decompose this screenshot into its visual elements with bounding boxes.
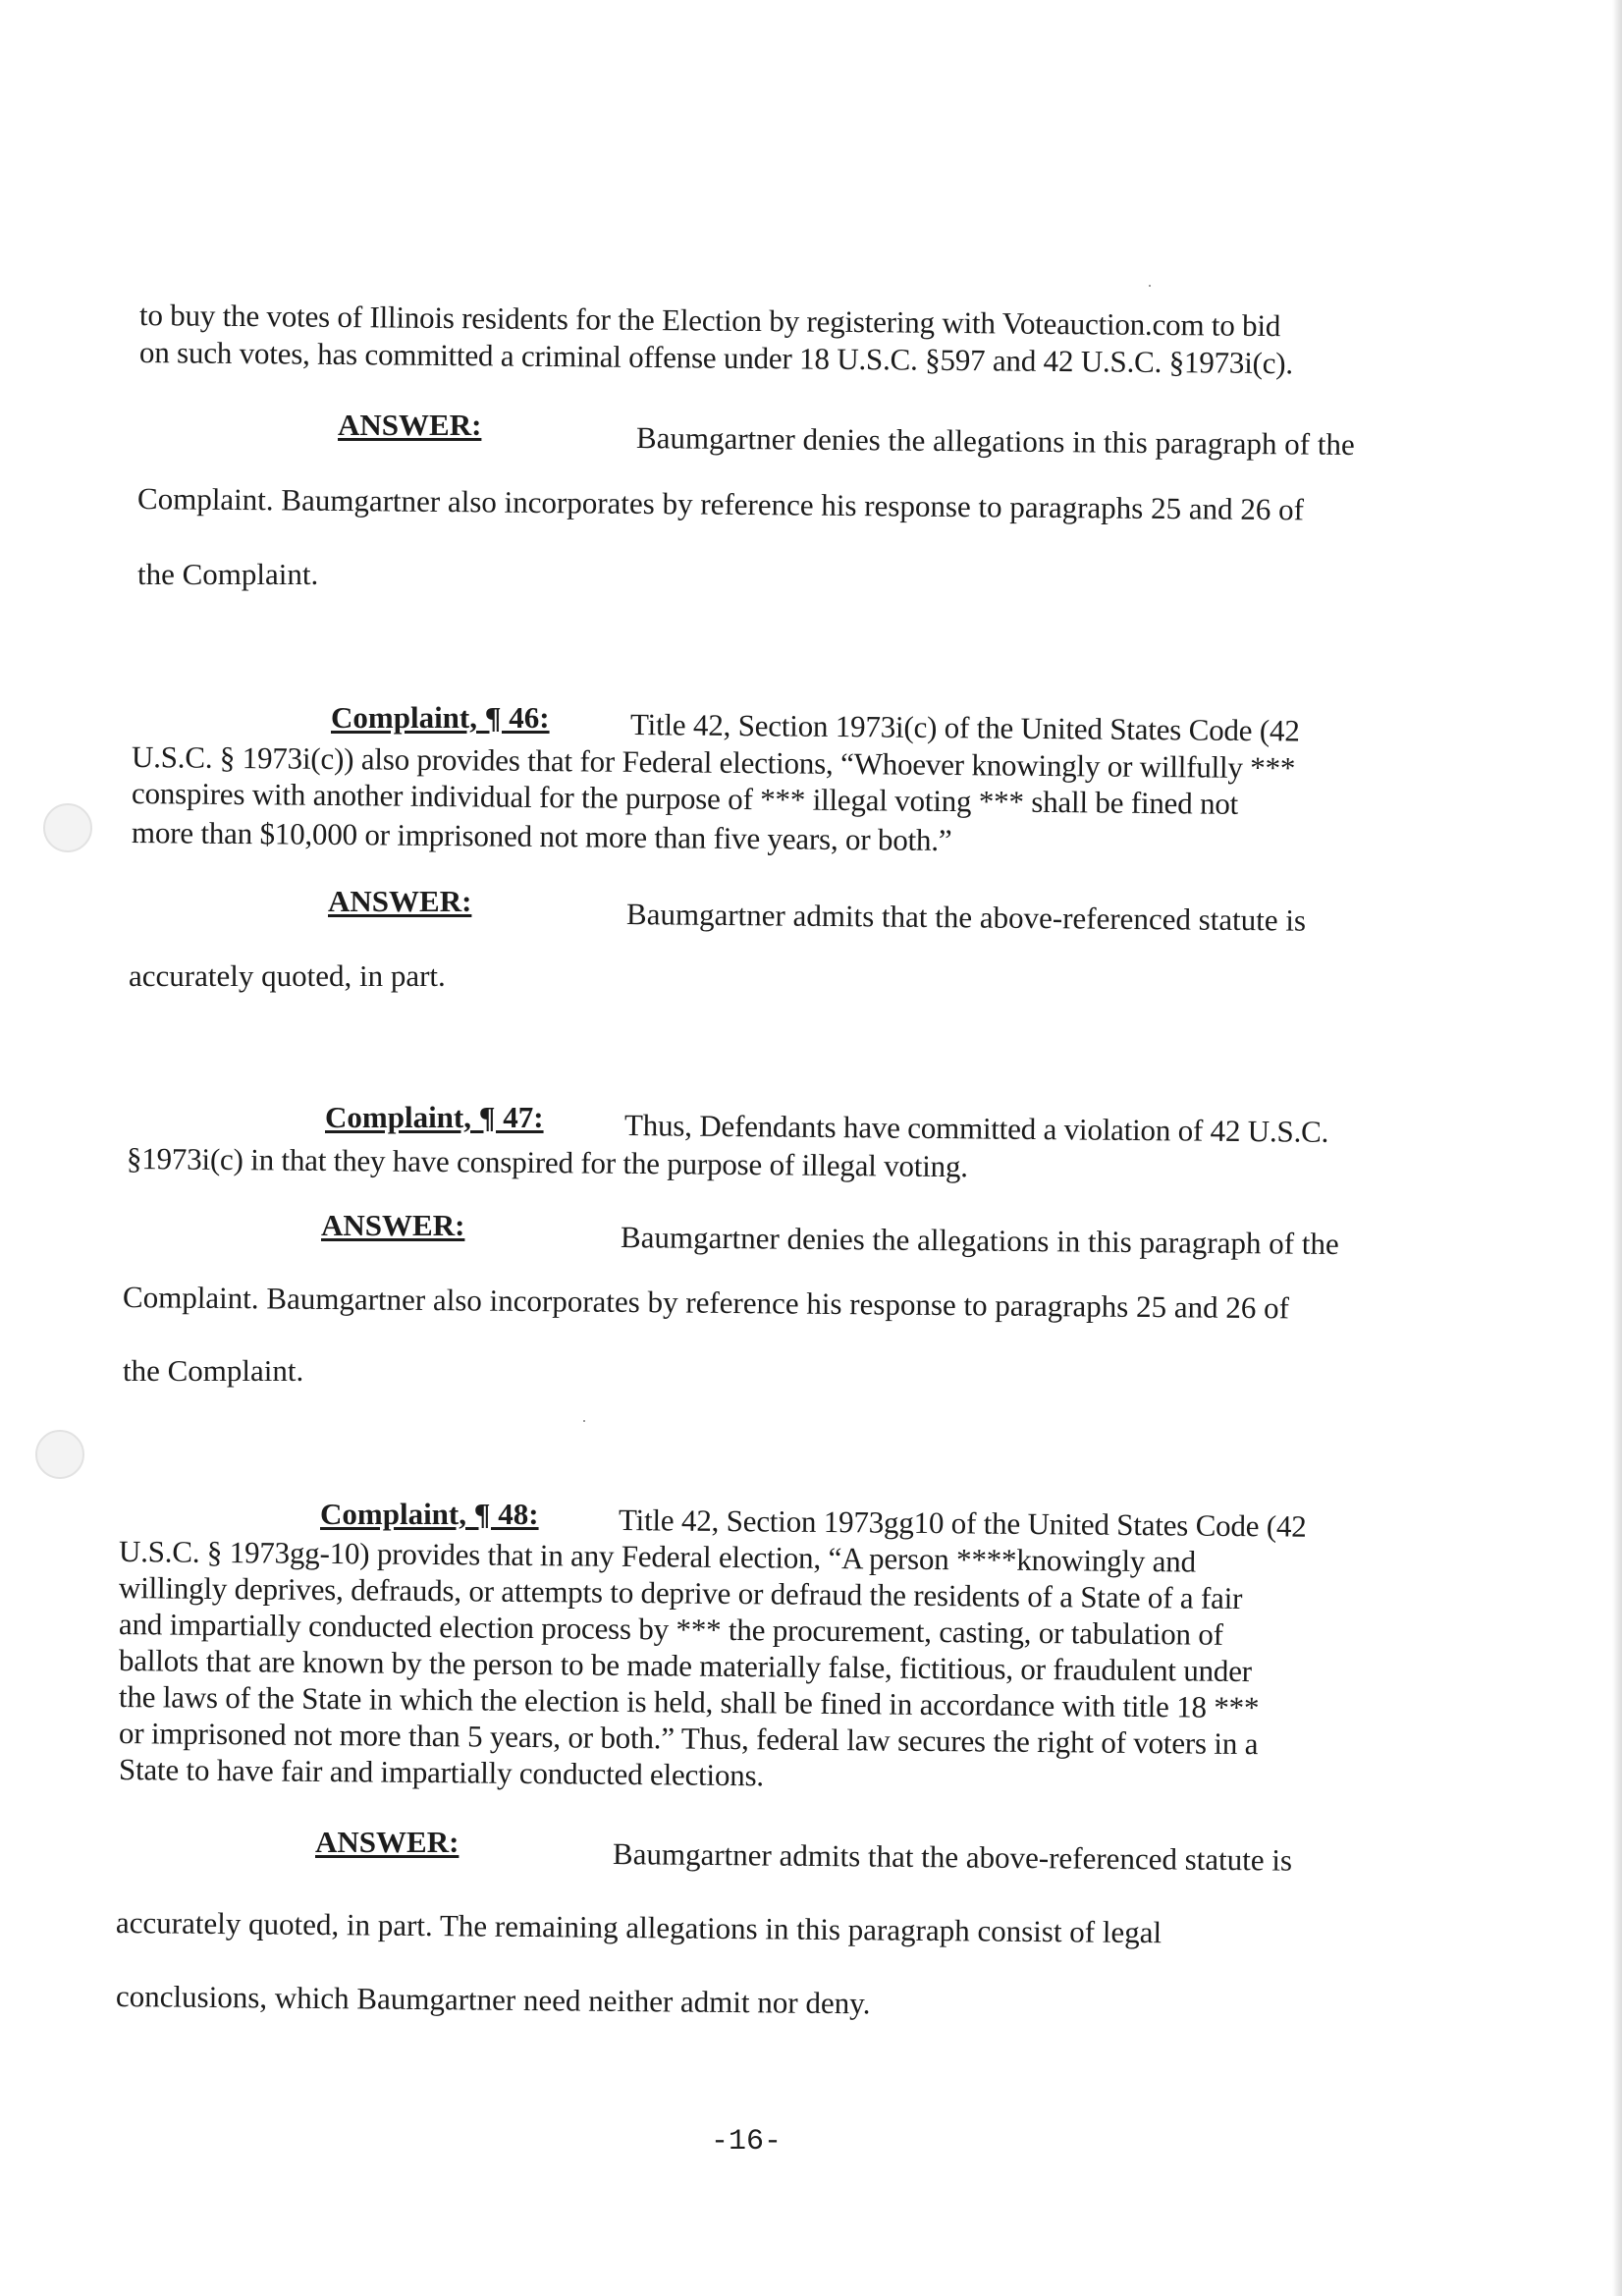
complaint-line: Title 42, Section 1973gg10 of the United States Code (42 bbox=[618, 1503, 1307, 1544]
complaint-line: U.S.C. § 1973i(c)) also provides that for Federal elections, “Whoever knowingly or willfully *** bbox=[131, 739, 1296, 786]
answer-line: conclusions, which Baumgartner need neither admit nor deny. bbox=[115, 1979, 871, 2021]
scan-edge-shadow bbox=[1612, 0, 1622, 2296]
answer-heading: ANSWER: bbox=[338, 408, 482, 442]
complaint-line: Thus, Defendants have committed a violation of 42 U.S.C. bbox=[623, 1108, 1329, 1149]
punch-hole-lower bbox=[35, 1430, 84, 1479]
complaint-line: State to have fair and impartially conducted elections. bbox=[118, 1752, 765, 1793]
answer-line: Baumgartner admits that the above-referenced statute is bbox=[612, 1836, 1293, 1878]
complaint-line: §1973i(c) in that they have conspired for the purpose of illegal voting. bbox=[126, 1141, 968, 1184]
complaint-line: conspires with another individual for the purpose of *** illegal voting *** shall be fined not bbox=[131, 776, 1239, 821]
complaint-line: ballots that are known by the person to be made materially false, fictitious, or fraudulent under bbox=[118, 1643, 1253, 1689]
complaint-line: more than $10,000 or imprisoned not more than five years, or both.” bbox=[131, 815, 952, 858]
intro-line: to buy the votes of Illinois residents for the Election by registering with Voteauction.com to bid bbox=[138, 298, 1281, 344]
answer-heading: ANSWER: bbox=[321, 1208, 465, 1242]
answer-line: the Complaint. bbox=[137, 557, 319, 591]
scan-speck bbox=[583, 1420, 585, 1422]
answer-line: the Complaint. bbox=[123, 1353, 304, 1388]
complaint-line: Title 42, Section 1973i(c) of the United States Code (42 bbox=[629, 707, 1300, 748]
scan-speck bbox=[1149, 285, 1151, 287]
complaint-line: U.S.C. § 1973gg-10) provides that in any Federal election, “A person ****knowingly and bbox=[118, 1534, 1197, 1579]
answer-heading: ANSWER: bbox=[328, 884, 472, 918]
complaint-line: or imprisoned not more than 5 years, or both.” Thus, federal law secures the right of voters in a bbox=[118, 1716, 1259, 1762]
complaint-line: and impartially conducted election process by *** the procurement, casting, or tabulation of bbox=[118, 1607, 1223, 1652]
page-number: -16- bbox=[711, 2125, 783, 2159]
answer-line: Complaint. Baumgartner also incorporates by reference his response to paragraphs 25 and 26 of bbox=[122, 1280, 1290, 1326]
complaint-heading: Complaint, ¶ 47: bbox=[325, 1100, 544, 1134]
answer-line: Baumgartner admits that the above-referenced statute is bbox=[625, 897, 1307, 938]
answer-line: Baumgartner denies the allegations in this paragraph of the bbox=[620, 1220, 1339, 1262]
complaint-line: willingly deprives, defrauds, or attempts to deprive or defraud the residents of a State of a fair bbox=[118, 1570, 1243, 1615]
answer-heading: ANSWER: bbox=[315, 1825, 460, 1859]
answer-line: Baumgartner denies the allegations in this paragraph of the bbox=[635, 420, 1355, 463]
answer-line: accurately quoted, in part. bbox=[129, 958, 446, 993]
complaint-heading: Complaint, ¶ 48: bbox=[320, 1497, 539, 1531]
answer-line: Complaint. Baumgartner also incorporates by reference his response to paragraphs 25 and 26 of bbox=[136, 481, 1305, 527]
answer-line: accurately quoted, in part. The remaining allegations in this paragraph consist of legal bbox=[115, 1905, 1162, 1950]
complaint-heading: Complaint, ¶ 46: bbox=[331, 700, 550, 735]
punch-hole-upper bbox=[43, 803, 92, 852]
intro-line: on such votes, has committed a criminal offense under 18 U.S.C. §597 and 42 U.S.C. §1973i(c). bbox=[138, 335, 1294, 381]
complaint-line: the laws of the State in which the election is held, shall be fined in accordance with title 18 *** bbox=[118, 1679, 1260, 1725]
